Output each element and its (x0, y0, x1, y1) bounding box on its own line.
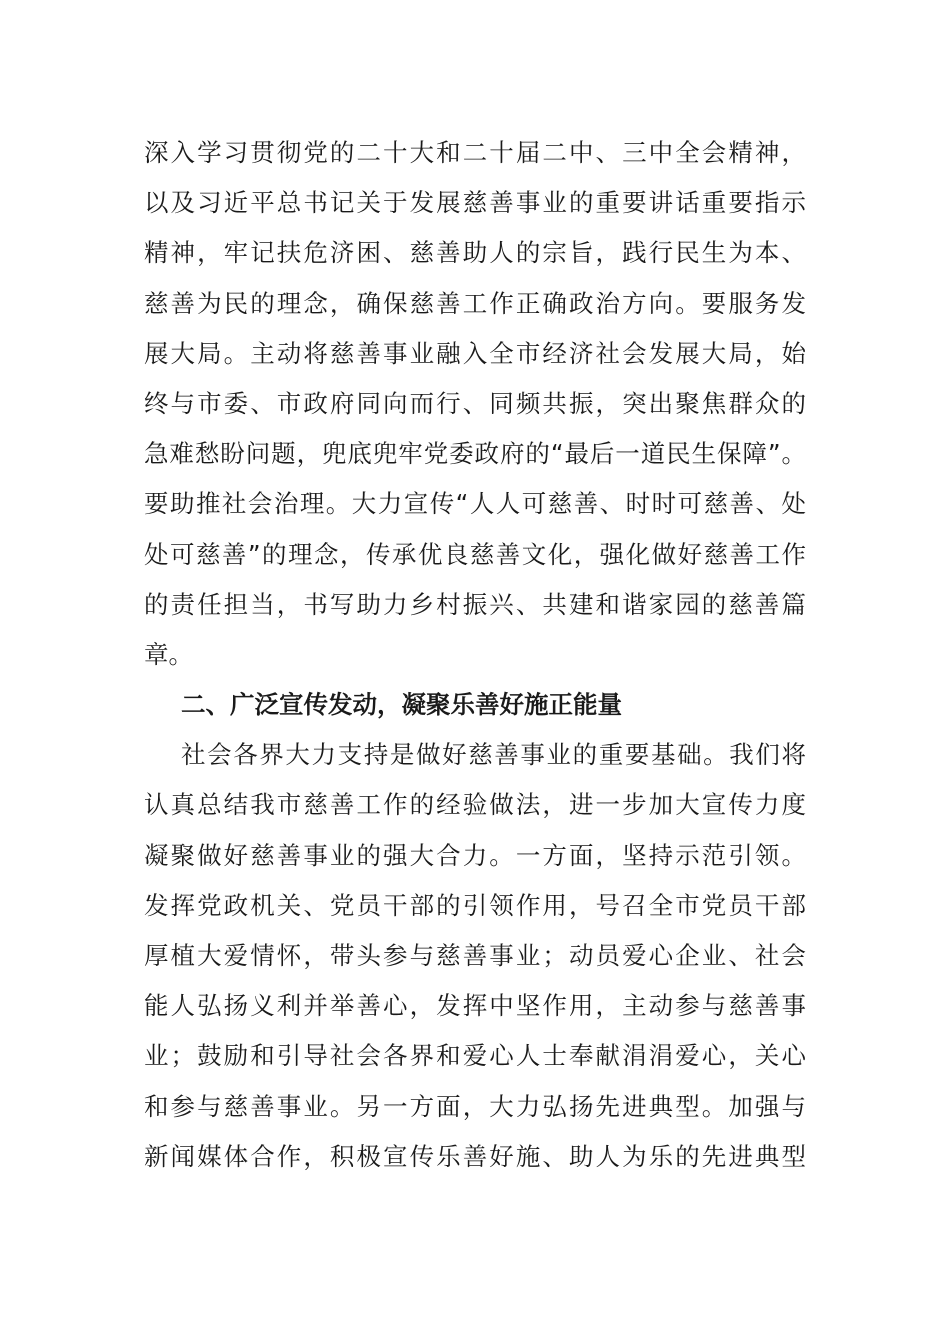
text-line: 认真总结我市慈善工作的经验做法，进一步加大宣传力度 (144, 790, 806, 820)
text-line: 处可慈善”的理念，传承优良慈善文化，强化做好慈善工作 (144, 539, 806, 569)
text-line: 凝聚做好慈善事业的强大合力。一方面，坚持示范引领。 (144, 840, 806, 870)
text-line: 终与市委、市政府同向而行、同频共振，突出聚焦群众的 (144, 388, 806, 418)
text-line: 能人弘扬义利并举善心，发挥中坚作用，主动参与慈善事 (144, 991, 806, 1021)
text-line: 深入学习贯彻党的二十大和二十届二中、三中全会精神， (144, 138, 806, 167)
text-line: 章。 (144, 639, 193, 669)
text-line: 社会各界大力支持是做好慈善事业的重要基础。我们将 (181, 740, 806, 770)
text-line: 和参与慈善事业。另一方面，大力弘扬先进典型。加强与 (144, 1091, 806, 1121)
text-line: 的责任担当，书写助力乡村振兴、共建和谐家园的慈善篇 (144, 589, 806, 619)
document-body (144, 128, 806, 1182)
text-line: 以及习近平总书记关于发展慈善事业的重要讲话重要指示 (144, 188, 806, 218)
text-line: 急难愁盼问题，兜底兜牢党委政府的“最后一道民生保障”。 (144, 439, 806, 469)
text-line: 发挥党政机关、党员干部的引领作用，号召全市党员干部 (144, 890, 806, 920)
text-line: 要助推社会治理。大力宣传“人人可慈善、时时可慈善、处 (144, 489, 806, 519)
text-line: 业；鼓励和引导社会各界和爱心人士奉献涓涓爱心，关心 (144, 1041, 806, 1071)
text-line: 慈善为民的理念，确保慈善工作正确政治方向。要服务发 (144, 288, 806, 318)
text-line: 精神，牢记扶危济困、慈善助人的宗旨，践行民生为本、 (144, 238, 806, 268)
text-line: 厚植大爱情怀，带头参与慈善事业；动员爱心企业、社会 (144, 941, 806, 970)
text-line: 展大局。主动将慈善事业融入全市经济社会发展大局，始 (144, 338, 806, 368)
paragraph-2 (144, 730, 806, 1182)
section-heading: 二、广泛宣传发动，凝聚乐善好施正能量 (181, 690, 622, 720)
paragraph-1 (144, 128, 806, 680)
text-line: 新闻媒体合作，积极宣传乐善好施、助人为乐的先进典型 (144, 1141, 806, 1171)
